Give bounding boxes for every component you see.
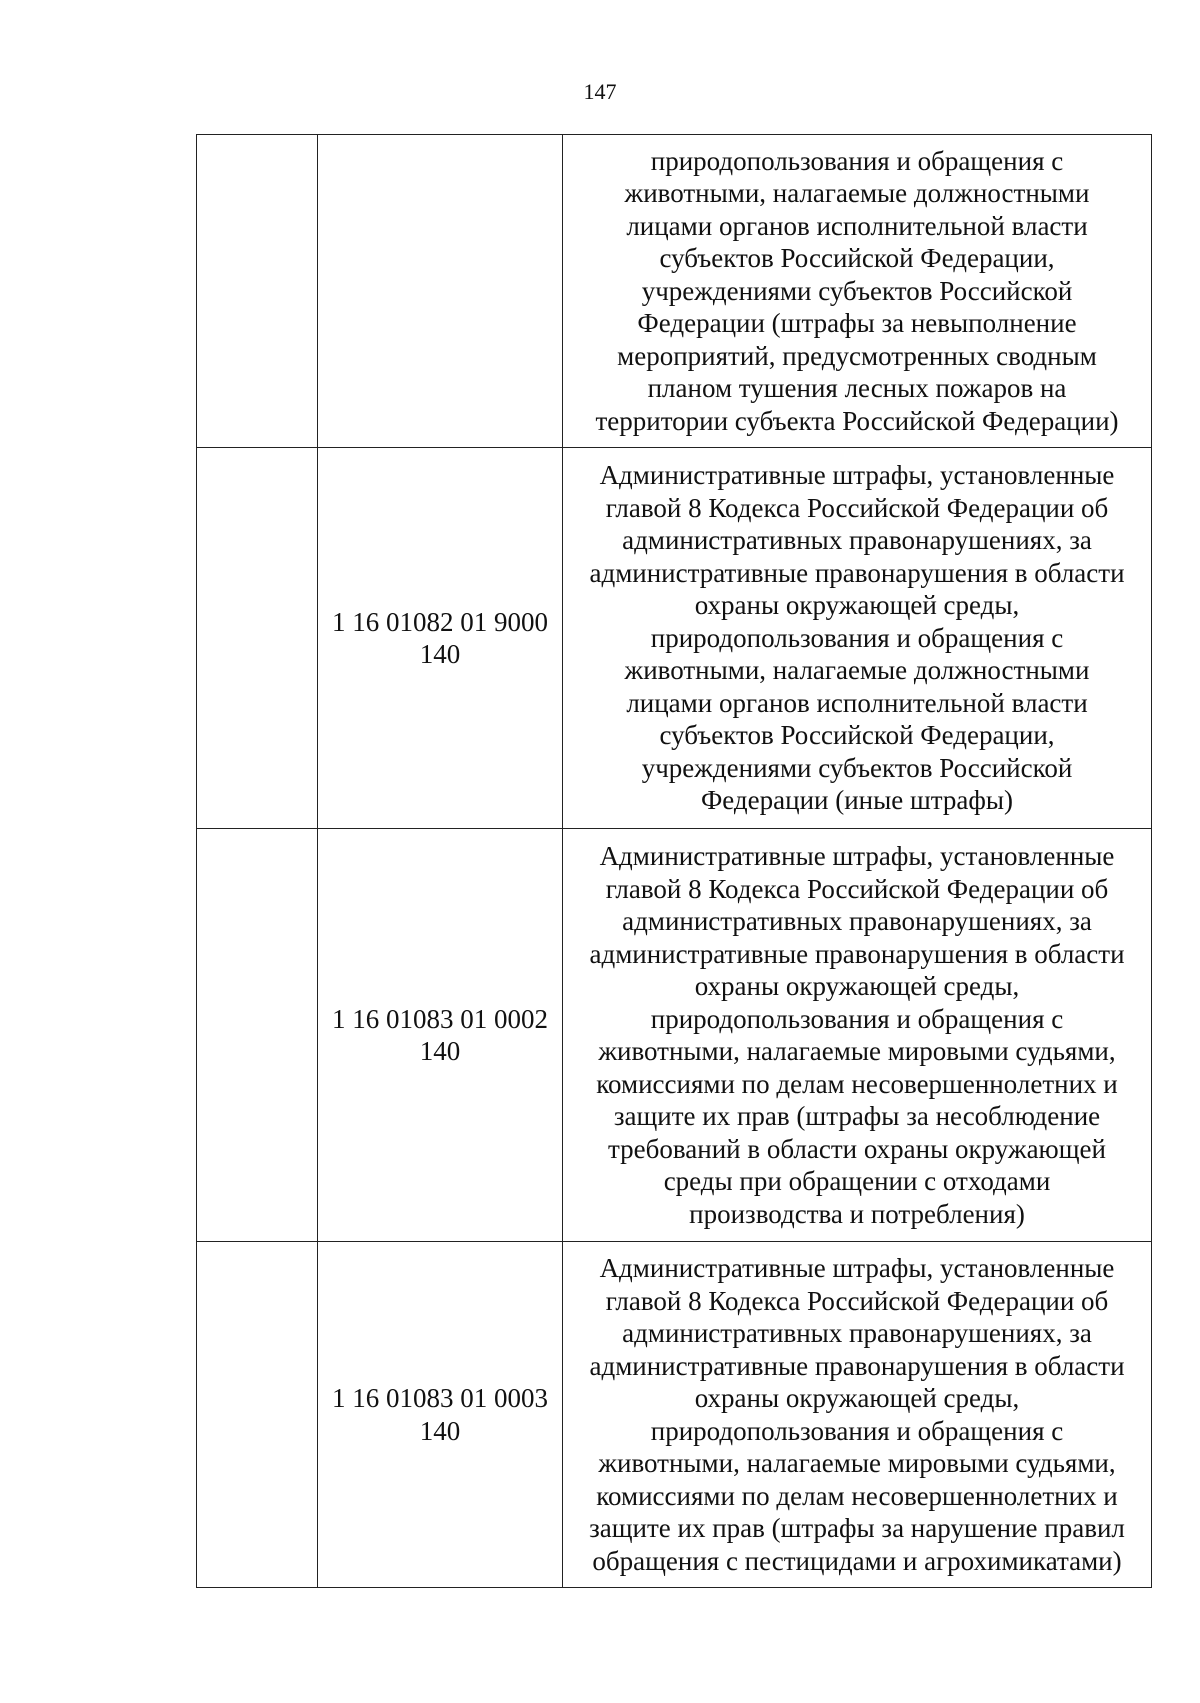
admin-code-cell [197,135,318,448]
text-line: Административные штрафы, установленные [599,841,1115,871]
text-line: производства и потребления) [689,1198,1025,1229]
text-line: охраны окружающей среды, [694,971,1020,1001]
budget-codes-table [196,134,1152,1588]
text-line: учреждениями субъектов Российской [641,752,1073,783]
text-line: 140 [419,639,461,669]
text-line: лицами органов исполнительной власти [626,687,1088,718]
budget-code-cell [318,1242,563,1588]
text-line: административных правонарушениях, за [622,525,1092,556]
text-line: природопользования и обращения с [650,1415,1064,1446]
text-line: охраны окружающей среды, [694,590,1020,621]
text-line: субъектов Российской Федерации, [659,720,1055,751]
description-cell [563,829,1152,1242]
text-line: Федерации (иные штрафы) [700,785,1014,816]
table-row [197,829,1152,1242]
admin-code-cell [197,829,318,1242]
text-line: защите их прав (штрафы за несоблюдение [613,1101,1101,1131]
budget-code-cell [318,448,563,829]
text-line: административных правонарушениях, за [622,906,1092,936]
text-line: охраны окружающей среды, [694,1383,1020,1413]
text-line: главой 8 Кодекса Российской Федерации об [605,492,1109,523]
text-line: среды при обращении с отходами [663,1166,1051,1196]
text-line: учреждениями субъектов Российской [641,275,1073,306]
text-line: природопользования и обращения с [650,622,1064,653]
text-line: животными, налагаемые должностными [624,655,1090,686]
text-line: животными, налагаемые должностными [624,178,1090,209]
page-number: 147 [583,79,617,104]
text-line: главой 8 Кодекса Российской Федерации об [605,1285,1109,1316]
text-line: Административные штрафы, установленные [599,1253,1115,1283]
text-line: Федерации (штрафы за невыполнение [637,308,1077,339]
text-line: 1 16 01083 01 0002 [332,1003,548,1034]
text-line: животными, налагаемые мировыми судьями, [598,1036,1116,1066]
admin-code-cell [197,448,318,829]
budget-code-cell [318,135,563,448]
text-line: лицами органов исполнительной власти [626,210,1088,241]
text-line: 140 [419,1415,461,1446]
text-line: субъектов Российской Федерации, [659,243,1055,274]
text-line: 140 [419,1036,461,1066]
text-line: мероприятий, предусмотренных сводным [617,340,1097,371]
text-line: 1 16 01082 01 9000 [332,606,548,637]
text-line: обращения с пестицидами и агрохимикатами) [592,1545,1122,1576]
description-cell [563,135,1152,448]
text-line: животными, налагаемые мировыми судьями, [598,1448,1116,1478]
text-line: главой 8 Кодекса Российской Федерации об [605,873,1109,904]
text-line: административные правонарушения в области [589,1350,1125,1381]
description-cell [563,448,1152,829]
text-line: территории субъекта Российской Федерации) [595,405,1119,436]
text-line: природопользования и обращения с [650,145,1064,176]
text-line: требований в области охраны окружающей [608,1133,1106,1164]
text-line: защите их прав (штрафы за нарушение правил [589,1513,1125,1543]
text-line: административных правонарушениях, за [622,1318,1092,1348]
text-line: 1 16 01083 01 0003 [332,1383,548,1413]
text-line: комиссиями по делам несовершеннолетних и [596,1480,1118,1511]
text-line: комиссиями по делам несовершеннолетних и [596,1068,1118,1099]
description-cell [563,1242,1152,1588]
table-row [197,135,1152,448]
text-line: планом тушения лесных пожаров на [647,373,1067,404]
table-row [197,1242,1152,1588]
admin-code-cell [197,1242,318,1588]
text-line: административные правонарушения в области [589,557,1125,588]
table-row [197,448,1152,829]
text-line: природопользования и обращения с [650,1003,1064,1034]
text-line: Административные штрафы, установленные [599,460,1115,491]
text-line: административные правонарушения в области [589,938,1125,969]
budget-code-cell [318,829,563,1242]
